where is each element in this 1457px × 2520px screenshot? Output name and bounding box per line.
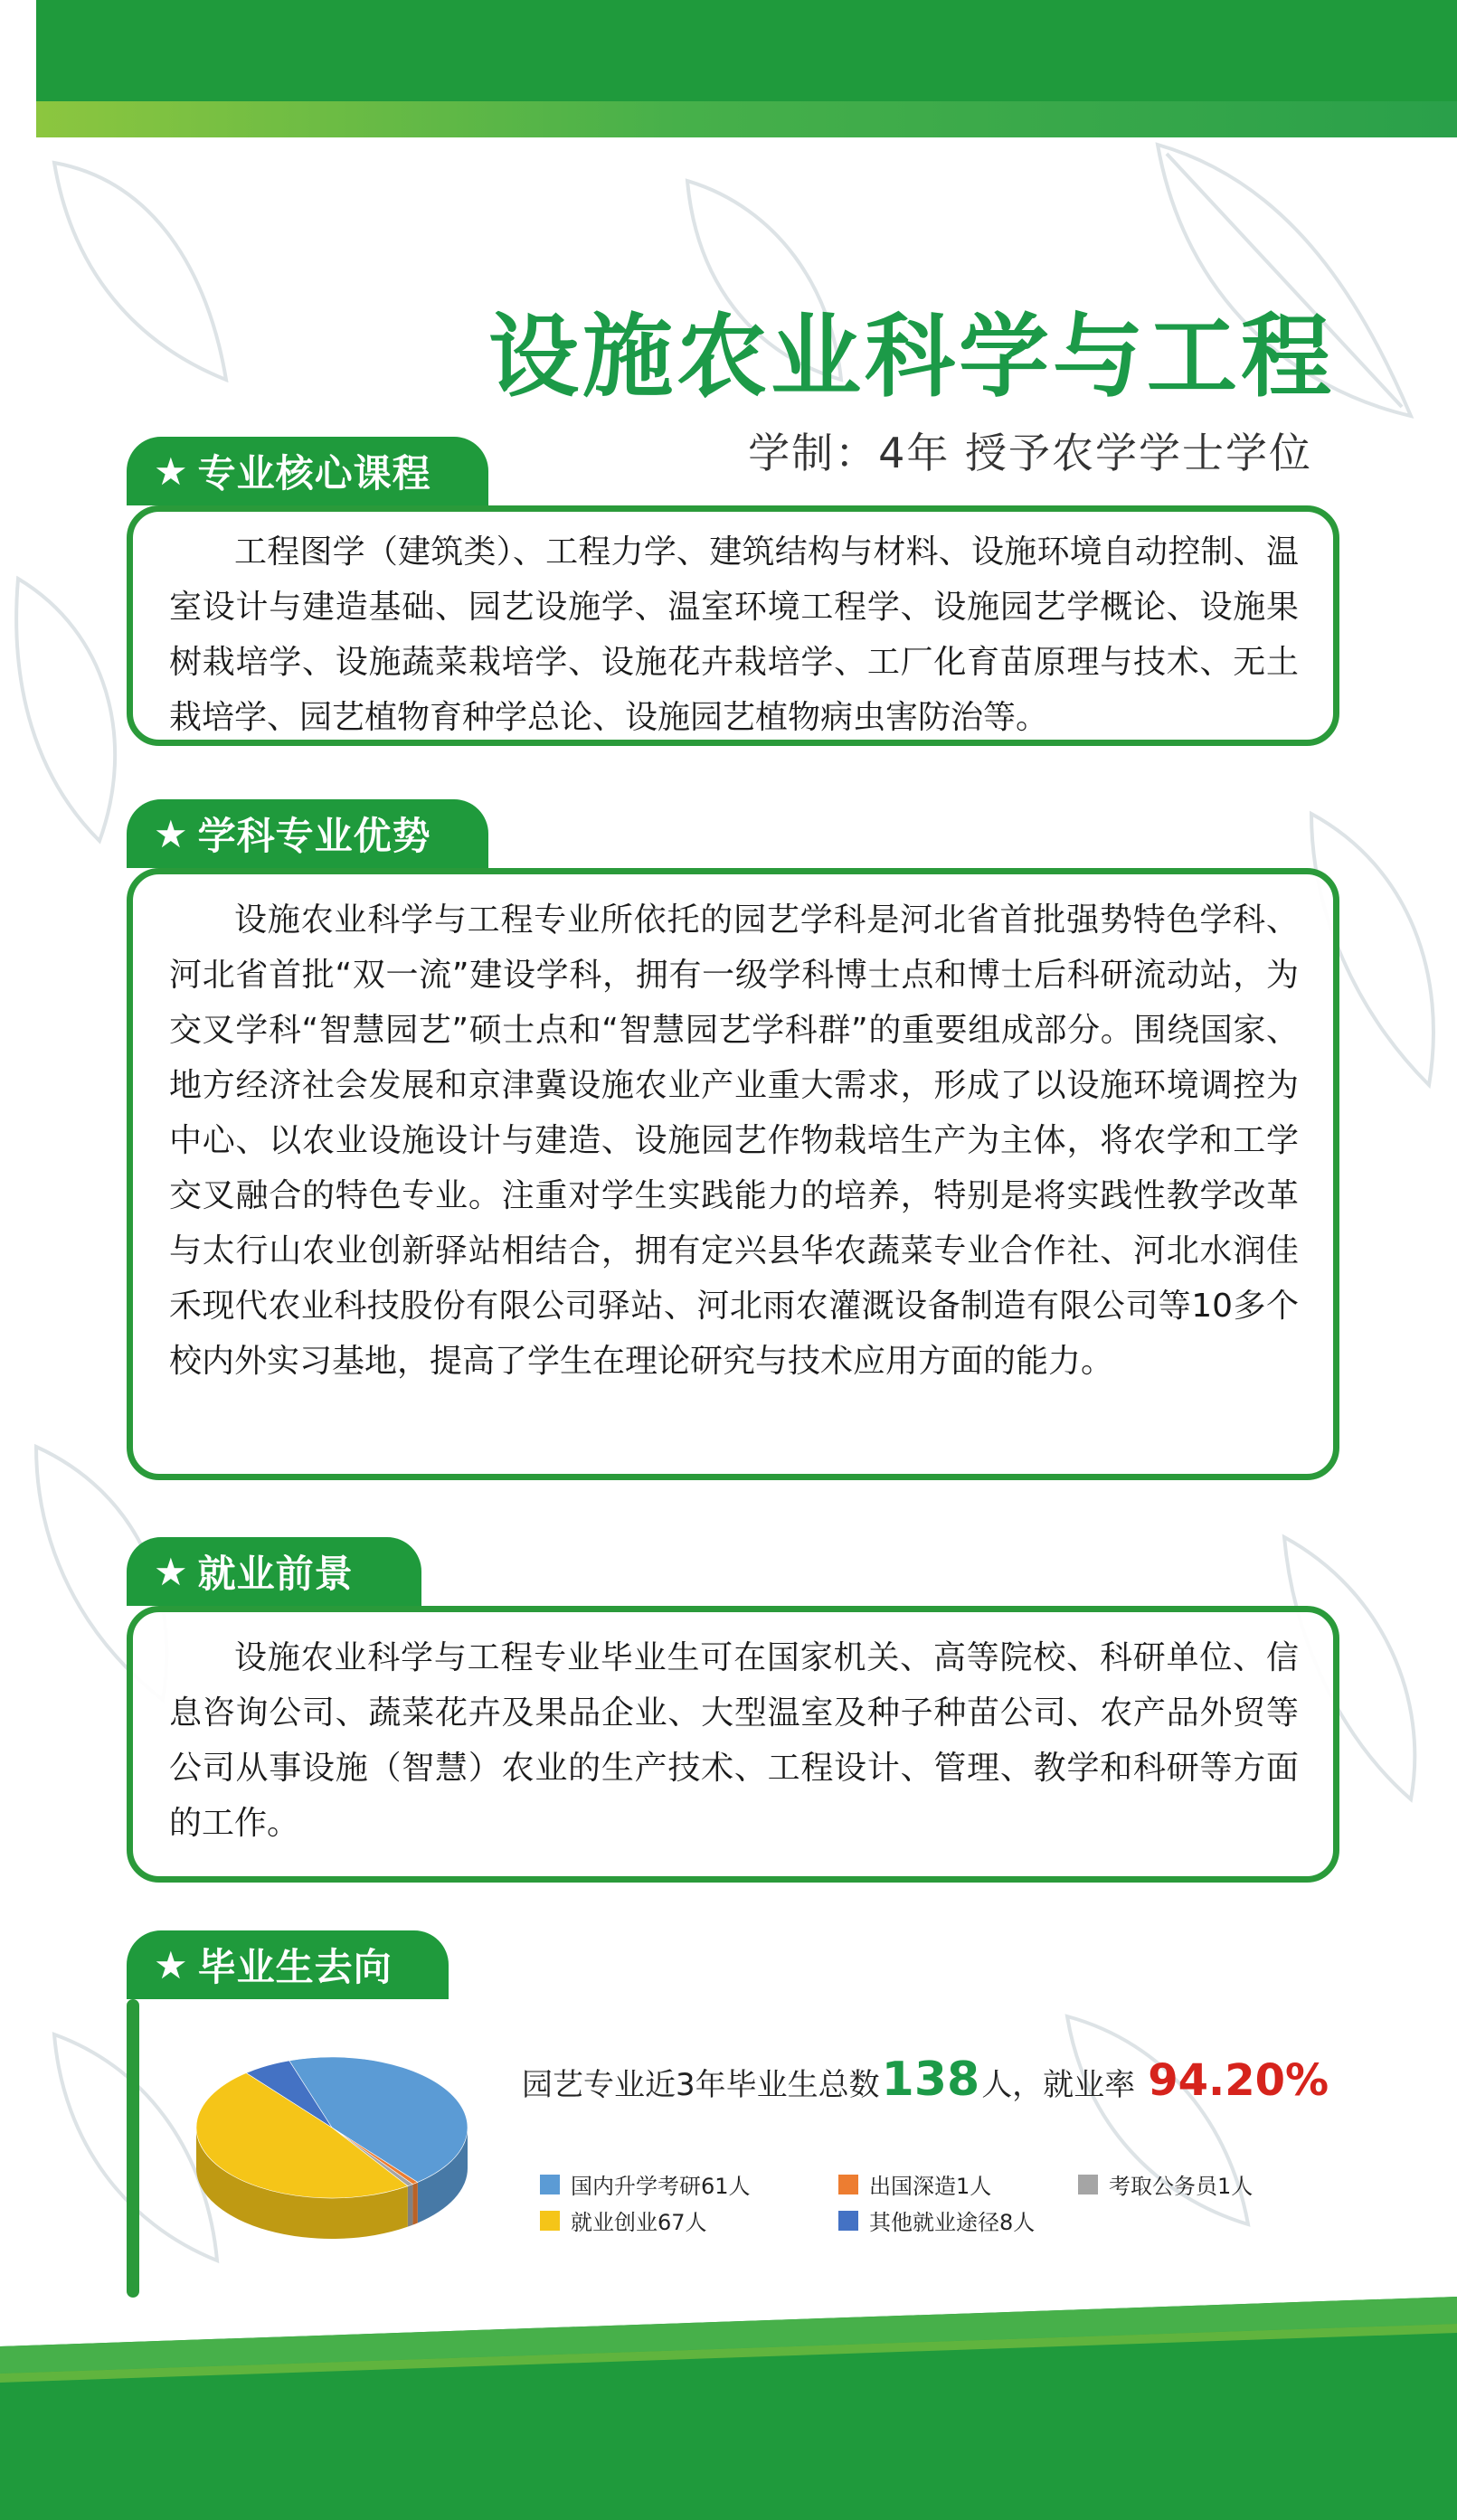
employment-rate: 94.20% <box>1148 2055 1329 2106</box>
section-tab <box>127 1537 421 1606</box>
legend-swatch <box>1078 2175 1098 2194</box>
section-tab <box>127 1930 449 1999</box>
legend-swatch <box>540 2211 560 2231</box>
legend-label: 考取公务员1人 <box>1109 2174 1254 2199</box>
section-box <box>127 1999 1329 2298</box>
footer-green-band <box>0 2297 1457 2520</box>
section-advantages <box>127 799 1339 1487</box>
graduate-total: 138 <box>881 2053 980 2107</box>
header-green-band <box>36 0 1457 101</box>
star-icon: ★ <box>154 811 189 856</box>
section-text: 工程图学（建筑类）、工程力学、建筑结构与材料、设施环境自动控制、温室设计与建造基础、园艺设施学、温室环境工程学、设施园艺学概论、设施果树栽培学、设施蔬菜栽培学、设施花卉栽培学、工厂化育苗原理与技术、无土栽培学、园艺植物育种学总论、设施园艺植物病虫害防治等。 <box>169 533 1299 736</box>
pie-slice-side <box>412 2182 417 2224</box>
section-box <box>127 505 1339 746</box>
star-icon: ★ <box>154 448 189 494</box>
chart-legend <box>540 2168 1318 2250</box>
section-tab-label: 毕业生去向 <box>197 1945 393 1989</box>
legend-swatch <box>540 2175 560 2194</box>
section-tab-label: 专业核心课程 <box>197 451 431 496</box>
legend-swatch <box>838 2175 858 2194</box>
page-subtitle: 学制：4年 授予农学学士学位 <box>748 429 1312 477</box>
legend-item <box>838 2168 991 2200</box>
section-tab <box>127 799 488 868</box>
header-gradient-stripe <box>36 101 1457 137</box>
stats-prefix: 园艺专业近3年毕业生总数 <box>522 2067 880 2103</box>
section-tab <box>127 437 488 505</box>
legend-swatch <box>838 2211 858 2231</box>
star-icon: ★ <box>154 1942 189 1987</box>
pie-slice-side <box>408 2185 413 2227</box>
legend-label: 其他就业途径8人 <box>869 2210 1036 2235</box>
section-employment-prospects <box>127 1537 1339 1890</box>
graduate-stats <box>522 2053 1329 2107</box>
section-text: 设施农业科学与工程专业所依托的园艺学科是河北省首批强势特色学科、河北省首批“双一流”建设学科，拥有一级学科博士点和博士后科研流动站，为交叉学科“智慧园艺”硕士点和“智慧园艺学科群”的重要组成部分。围绕国家、地方经济社会发展和京津冀设施农业产业重大需求，形成了以设施环境调控为中心、以农业设施设计与建造、设施园艺作物栽培生产为主体，将农学和工学交叉融合的特色专业。注重对学生实践能力的培养，特别是将实践性教学改革与太行山农业创新驿站相结合，拥有定兴县华农蔬菜专业合作社、河北水润佳禾现代农业科技股份有限公司驿站、河北雨农灌溉设备制造有限公司等10多个校内外实习基地，提高了学生在理论研究与技术应用方面的能力。 <box>169 901 1299 1380</box>
section-core-courses <box>127 437 1339 762</box>
section-tab-label: 学科专业优势 <box>197 814 431 858</box>
section-box <box>127 1606 1339 1883</box>
page-title: 设施农业科学与工程 <box>488 304 1335 410</box>
section-box <box>127 868 1339 1480</box>
section-tab-label: 就业前景 <box>197 1552 354 1596</box>
legend-item <box>838 2204 1035 2236</box>
legend-label: 就业创业67人 <box>571 2210 707 2235</box>
legend-item <box>540 2204 707 2236</box>
legend-label: 国内升学考研61人 <box>571 2174 751 2199</box>
legend-label: 出国深造1人 <box>869 2174 992 2199</box>
destination-pie-chart <box>187 2033 513 2268</box>
section-text: 设施农业科学与工程专业毕业生可在国家机关、高等院校、科研单位、信息咨询公司、蔬菜花卉及果品企业、大型温室及种子种苗公司、农产品外贸等公司从事设施（智慧）农业的生产技术、工程设计、管理、教学和科研等方面的工作。 <box>169 1639 1299 1842</box>
legend-item <box>540 2168 751 2200</box>
section-graduate-destinations <box>127 1930 1339 2306</box>
star-icon: ★ <box>154 1549 189 1594</box>
legend-item <box>1078 2168 1253 2200</box>
stats-middle: 人，就业率 <box>981 2067 1136 2103</box>
